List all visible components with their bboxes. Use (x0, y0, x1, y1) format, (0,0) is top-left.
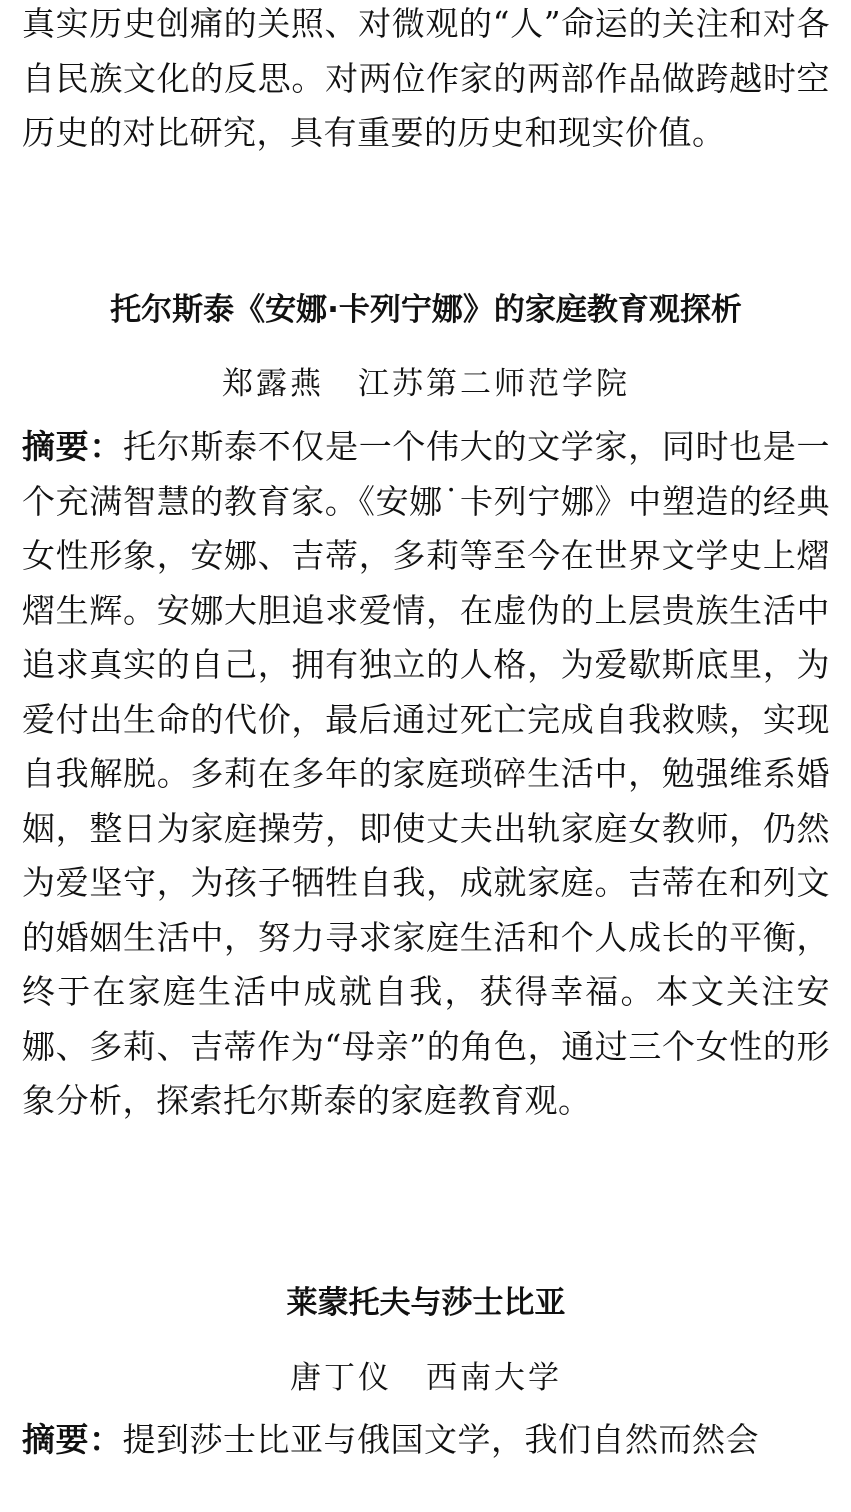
abstract-text: 提到莎士比亚与俄国文学，我们自然而然会 (122, 1420, 759, 1459)
abstract-text: 托尔斯泰不仅是一个伟大的文学家，同时也是一个充满智慧的教育家。《安娜˙卡列宁娜》中塑造的经典女性形象，安娜、吉蒂，多莉等至今在世界文学史上熠熠生辉。安娜大胆追求爱情，在虚伪的上层贵族生活中追求真实的自己，拥有独立的人格，为爱歇斯底里，为爱付出生命的代价，最后通过死亡完成自我救赎，实现自我解脱。多莉在多年的家庭琐碎生活中，勉强维系婚姻，整日为家庭操劳，即使丈夫出轨家庭女教师，仍然为爱坚守，为孩子牺牲自我，成就家庭。吉蒂在和列文的婚姻生活中，努力寻求家庭生活和个人成长的平衡，终于在家庭生活中成就自我，获得幸福。本文关注安娜、多莉、吉蒂作为“母亲”的角色，通过三个女性的形象分析，探索托尔斯泰的家庭教育观。 (22, 427, 831, 1120)
article-byline: 唐丁仪 西南大学 (290, 1360, 562, 1396)
article-title: 莱蒙托夫与莎士比亚 (286, 1285, 566, 1321)
abstract-label: 摘要： (22, 427, 124, 466)
article-byline: 郑露燕 江苏第二师范学院 (222, 366, 630, 402)
article-abstract (22, 420, 830, 1129)
intro-fragment-paragraph: 真实历史创痛的关照、对微观的“人”命运的关注和对各自民族文化的反思。对两位作家的两部作品做跨越时空历史的对比研究，具有重要的历史和现实价值。 (22, 4, 830, 152)
abstract-label: 摘要： (22, 1420, 123, 1459)
article-title: 托尔斯泰《安娜·卡列宁娜》的家庭教育观探析 (110, 292, 742, 328)
article-abstract (22, 1413, 830, 1468)
